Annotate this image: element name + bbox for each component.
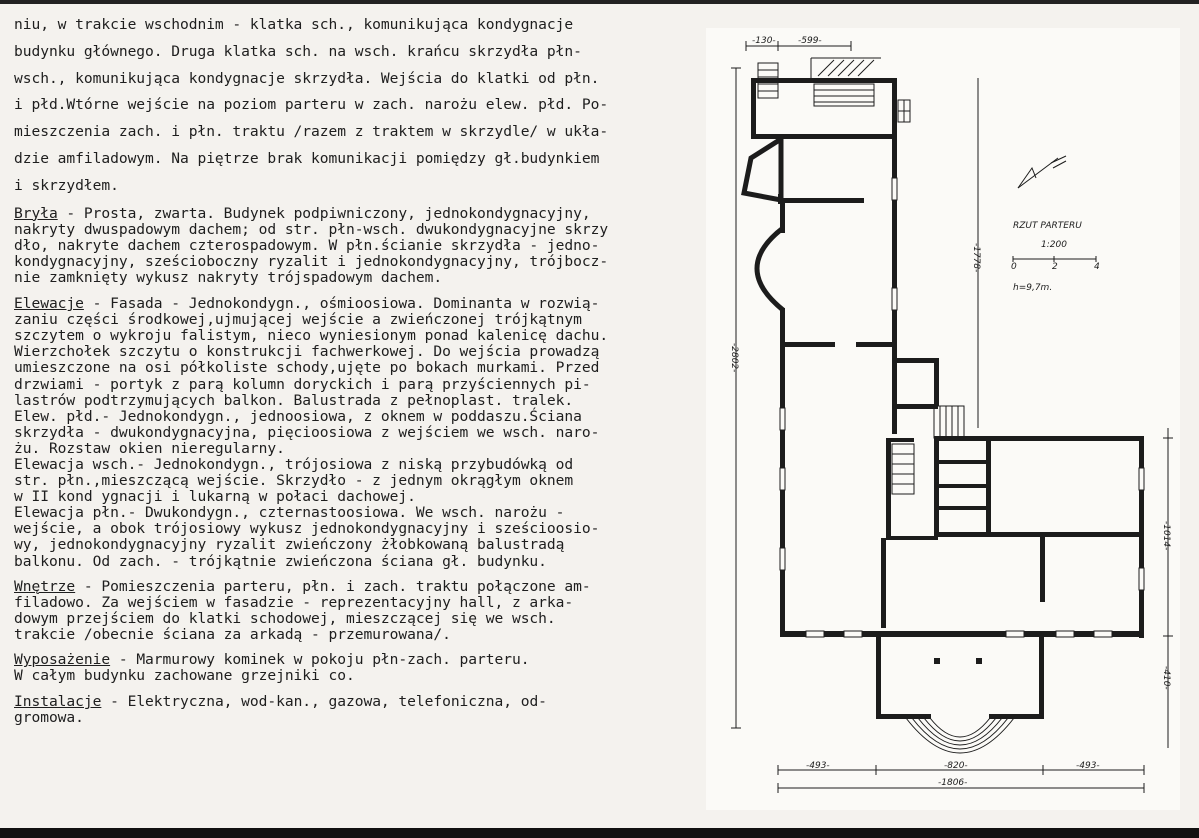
elewacje-line: Elewacja wsch.- Jednokondygn., trójosiowa z niską przybudówką od xyxy=(14,455,574,473)
north-arrow-icon xyxy=(1018,156,1066,188)
bryla-line: nakryty dwuspadowym dachem; od str. płn-wsch. dwukondygnacyjne skrzy xyxy=(14,220,609,238)
elewacje-line: drzwiami - portyk z parą kolumn doryckich i parą przyściennych pi- xyxy=(14,375,591,393)
intro-line: budynku głównego. Druga klatka sch. na wsch. krańcu skrzydła płn- xyxy=(14,42,582,60)
plan-scale: 1:200 xyxy=(1041,240,1067,250)
section-elewacje xyxy=(14,296,704,570)
elewacje-line: wejście, a obok trójosiowy wykusz jednokondygnacyjny i sześcioosio- xyxy=(14,520,600,538)
section-bryla xyxy=(14,206,704,286)
elewacje-line: Elewacja płn.- Dwukondygn., czternastoosiowa. We wsch. narożu - xyxy=(14,504,565,522)
floor-plan-sheet xyxy=(706,28,1180,810)
plan-height-note: h=9,7m. xyxy=(1013,283,1053,293)
bryla-line: kondygnacyjny, sześcioboczny ryzalit i jednokondygnacyjny, trójbocz- xyxy=(14,252,609,270)
instalacje-first-line: Instalacje - Elektryczna, wod-kan., gazowa, telefoniczna, od- xyxy=(14,693,547,711)
dim-bottom-left: -493- xyxy=(806,761,830,771)
scan-bottom-edge xyxy=(0,828,1199,838)
building-walls xyxy=(744,58,1144,753)
wyposazenie-first-line: Wyposażenie - Marmurowy kominek w pokoju płn-zach. parteru. xyxy=(14,651,530,669)
wnetrze-first-line: Wnętrze - Pomieszczenia parteru, płn. i zach. traktu połączone am- xyxy=(14,577,591,595)
floor-plan-drawing xyxy=(706,28,1180,810)
hatched-wall xyxy=(811,58,881,78)
intro-line: i płd.Wtórne wejście na poziom parteru w zach. narożu elew. płd. Po- xyxy=(14,96,609,114)
stair-east-wing xyxy=(934,406,964,438)
bryla-line: nie zamknięty wykusz nakryty trójspadowym dachem. xyxy=(14,268,443,286)
dimension-top xyxy=(746,36,851,51)
dim-bottom-mid: -820- xyxy=(944,761,968,771)
intro-line: dzie amfiladowym. Na piętrze brak komunikacji pomiędzy gł.budynkiem xyxy=(14,149,600,167)
wnetrze-line: trakcie /obecnie ściana za arkadą - przemurowana/. xyxy=(14,625,451,643)
dim-top-mid: -599- xyxy=(798,36,822,46)
intro-paragraph xyxy=(14,12,704,200)
dim-top-left: -130- xyxy=(752,36,776,46)
dimension-right xyxy=(971,78,1173,748)
dimension-bottom xyxy=(778,761,1144,793)
intro-line: i skrzydłem. xyxy=(14,176,119,194)
intro-line: wsch., komunikująca kondygnacje skrzydła. Wejścia do klatki od płn. xyxy=(14,69,600,87)
elewacje-title: Elewacje xyxy=(14,295,84,313)
elewacje-line: żu. Rozstaw okien nieregularny. xyxy=(14,439,285,457)
svg-text:2: 2 xyxy=(1052,262,1058,272)
stair-main-hall xyxy=(892,444,914,494)
instalacje-title: Instalacje xyxy=(14,693,102,711)
elewacje-line: balkonu. Od zach. - trójkątnie zwieńczona ściana gł. budynku. xyxy=(14,552,547,570)
elewacje-line: Wierzchołek szczytu o konstrukcji fachwerkowej. Do wejścia prowadzą xyxy=(14,343,600,361)
elewacje-line: skrzydła - dwukondygnacyjna, pięcioosiowa z wejściem we wsch. naro- xyxy=(14,423,600,441)
bryla-line: dło, nakryte dachem czterospadowym. W płn.ścianie skrzydła - jedno- xyxy=(14,236,600,254)
elewacje-line: Elew. płd.- Jednokondygn., jednoosiowa, z oknem w poddaszu.Ściana xyxy=(14,407,582,425)
elewacje-line: umieszczone na osi półkoliste schody,ujęte po bokach murkami. Przed xyxy=(14,359,600,377)
wyposazenie-title: Wyposażenie xyxy=(14,651,111,669)
elewacje-first-line: Elewacje - Fasada - Jednokondygn., ośmioosiowa. Dominanta w rozwią- xyxy=(14,295,600,313)
svg-text:0: 0 xyxy=(1011,262,1017,272)
dimension-left xyxy=(729,68,741,728)
section-instalacje xyxy=(14,694,704,726)
dim-right-wing: -1014- xyxy=(1161,521,1171,551)
elewacje-line: w II kond ygnacji i lukarną w połaci dachowej. xyxy=(14,488,416,506)
bryla-title: Bryła xyxy=(14,204,58,222)
wnetrze-line: filadowo. Za wejściem w fasadzie - reprezentacyjny hall, z arka- xyxy=(14,593,574,611)
section-wnetrze xyxy=(14,579,704,643)
dim-left-total: -2802- xyxy=(729,343,739,373)
scale-bar xyxy=(1011,256,1100,272)
elewacje-line: lastrów podtrzymujących balkon. Balustrada z pełnoplast. tralek. xyxy=(14,391,574,409)
intro-line: mieszczenia zach. i płn. traktu /razem z traktem w skrzydle/ w ukła- xyxy=(14,123,609,141)
wnetrze-line: dowym przejściem do klatki schodowej, mieszczącej się we wsch. xyxy=(14,609,556,627)
instalacje-line: gromowa. xyxy=(14,709,84,727)
elewacje-line: wy, jednokondygnacyjny ryzalit zwieńczony żłobkowaną balustradą xyxy=(14,536,565,554)
dim-right-lower: -410- xyxy=(1161,666,1171,690)
scan-top-edge xyxy=(0,0,1199,4)
intro-line: niu, w trakcie wschodnim - klatka sch., komunikująca kondygnacje xyxy=(14,16,574,33)
svg-text:4: 4 xyxy=(1094,262,1100,272)
entrance-top-right xyxy=(898,100,910,122)
bryla-first-line: Bryła - Prosta, zwarta. Budynek podpiwniczony, jednokondygnacyjny, xyxy=(14,204,591,222)
plan-title: RZUT PARTERU xyxy=(1013,221,1082,231)
entrance-steps xyxy=(906,718,1014,753)
dim-right-upper: -1778- xyxy=(971,243,981,273)
elewacje-line: str. płn.,mieszczącą wejście. Skrzydło - z jednym okrągłym oknem xyxy=(14,472,574,490)
description-text xyxy=(14,12,704,726)
dim-bottom-right: -493- xyxy=(1076,761,1100,771)
elewacje-line: zaniu części środkowej,ujmującej wejście a zwieńczonej trójkątnym xyxy=(14,311,582,329)
section-wyposazenie xyxy=(14,652,704,684)
wyposazenie-line: W całym budynku zachowane grzejniki co. xyxy=(14,667,355,685)
dim-bottom-total: -1806- xyxy=(938,778,968,788)
wnetrze-title: Wnętrze xyxy=(14,577,76,595)
elewacje-line: szczytem o wykroju falistym, nieco wyniesionym ponad kalenicę dachu. xyxy=(14,327,609,345)
stair-top-inner xyxy=(814,84,874,106)
